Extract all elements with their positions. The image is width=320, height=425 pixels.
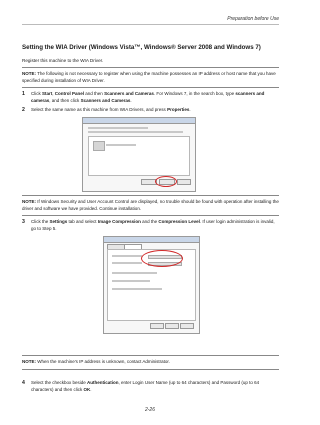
note-label: NOTE: — [22, 359, 36, 364]
page-title: Setting the WIA Driver (Windows Vista™, Windows® Server 2008 and Windows 7) — [22, 44, 261, 51]
step-text-run: , and then click — [49, 97, 81, 103]
step-text-run: . — [90, 386, 92, 392]
step-3 — [22, 219, 279, 232]
step-text-run: Click the — [31, 219, 50, 224]
emphasis-text: Compression Level — [158, 219, 200, 224]
screenshot-properties — [103, 236, 200, 334]
note-text: The following is not necessary to register when using the machine possesses an IP address or host name that you have specified during installation of WIA Driver. — [22, 71, 276, 83]
device-list — [88, 136, 190, 176]
emphasis-text: Start — [42, 91, 53, 96]
screenshot-scanners-cameras — [82, 117, 196, 192]
step-text-run: . If user login administration is invalid, go to Step 5. — [31, 219, 275, 231]
note-text: When the machine's IP address is unknown, contact Administrator. — [36, 359, 170, 364]
note-rule-top — [22, 355, 279, 356]
step-text-run: Select the checkbox beside — [31, 380, 88, 385]
note-label: NOTE: — [22, 199, 36, 204]
step-text-run: and then — [84, 91, 105, 96]
step-2 — [22, 107, 279, 114]
note-rule-bottom — [22, 87, 279, 88]
note-text: If Windows Security and User Account Control are displayed, no trouble should be found with operation after installing the driver and software we have provided. Continue installation. — [22, 199, 279, 211]
page-number: 2-26 — [144, 407, 155, 413]
note-label: NOTE: — [22, 71, 36, 76]
step-text-run: and the — [140, 219, 159, 224]
highlight-ring — [155, 176, 177, 187]
step-1 — [22, 91, 279, 104]
step-text-run: , enter Login User Name (up to 64 characters) and Password (up to 64 characters) and then click — [31, 380, 260, 392]
step-4 — [22, 380, 279, 393]
step-text-run: . — [189, 107, 191, 112]
emphasis-text: Scanners and Cameras — [104, 91, 154, 96]
note-rule-bottom — [22, 369, 279, 370]
running-header: Preparation before Use — [227, 16, 279, 22]
highlight-ring — [141, 250, 183, 267]
dialog-button — [150, 323, 164, 329]
emphasis-text: Settings — [49, 219, 68, 224]
emphasis-text: OK — [83, 386, 91, 392]
intro-text: Register this machine to the WIA Driver. — [22, 58, 104, 63]
note-2 — [22, 199, 279, 212]
step-text-run: . — [130, 97, 132, 103]
step-text-run: Click — [31, 91, 42, 96]
note-3 — [22, 359, 279, 366]
step-text — [31, 91, 279, 104]
note-rule-top — [22, 195, 279, 196]
dialog-button — [165, 323, 179, 329]
dialog-titlebar — [83, 118, 195, 124]
step-number: 1 — [22, 91, 25, 97]
emphasis-text: Control Panel — [54, 91, 85, 96]
emphasis-text: Image Compression — [97, 219, 141, 224]
emphasis-text: Properties — [167, 107, 190, 112]
step-text — [31, 380, 279, 393]
emphasis-text: scanners and cameras — [31, 91, 265, 103]
dialog-button — [180, 323, 194, 329]
note-rule-bottom — [22, 215, 279, 216]
header-rule — [22, 24, 279, 25]
note-rule-top — [22, 67, 279, 68]
scanner-icon — [93, 141, 105, 151]
step-text — [31, 219, 279, 232]
note-1 — [22, 71, 279, 84]
step-text-run: tab and select — [67, 219, 98, 224]
step-number: 2 — [22, 107, 25, 113]
dialog-titlebar — [104, 237, 199, 243]
emphasis-text: Scanners and Cameras — [80, 97, 131, 103]
step-text-run: , — [52, 91, 55, 96]
step-number: 3 — [22, 219, 25, 225]
step-text-run: Select the same name as this machine from WIA Drivers, and press — [31, 107, 168, 112]
step-text-run: . For Windows 7, in the search box, type — [153, 91, 236, 96]
step-text — [31, 107, 279, 114]
step-number: 4 — [22, 380, 25, 386]
emphasis-text: Authentication — [87, 380, 119, 385]
dialog-button — [177, 179, 191, 185]
